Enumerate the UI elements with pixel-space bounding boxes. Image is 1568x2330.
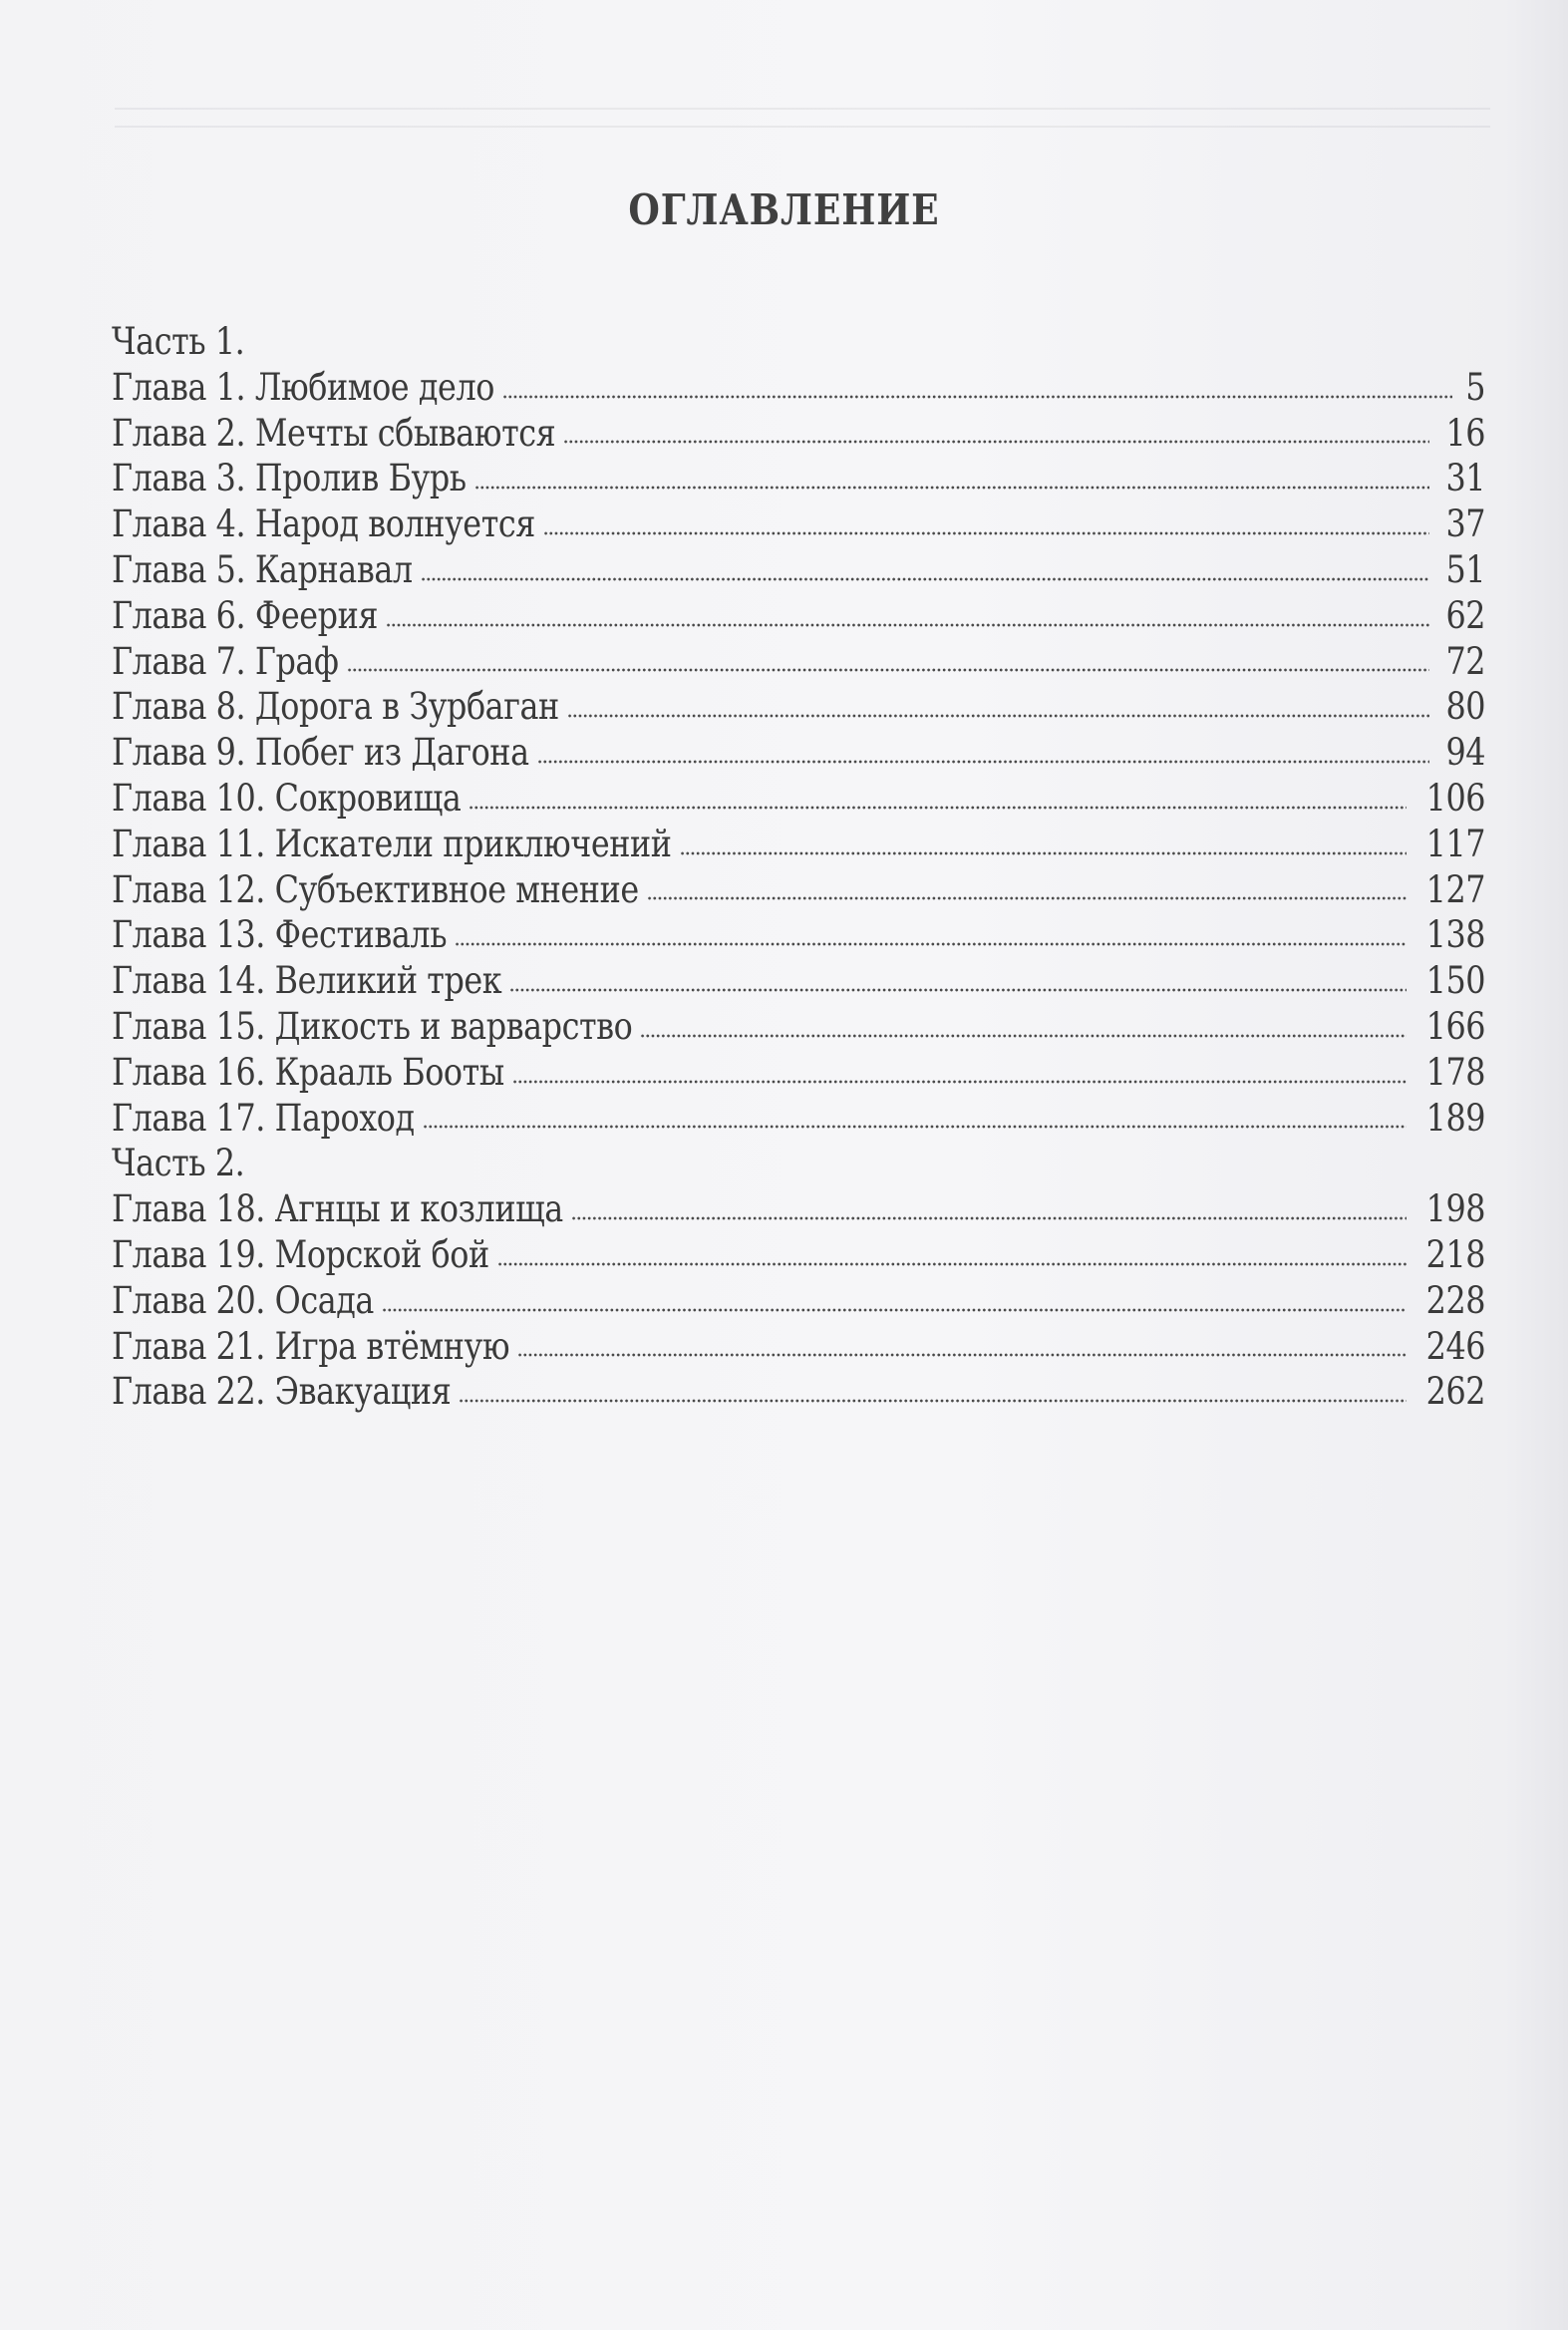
- toc-entry: [112, 1232, 1485, 1278]
- chapter-title: Глава 17. Пароход: [112, 1096, 415, 1140]
- dot-leader: [347, 666, 1429, 674]
- dot-leader: [571, 1214, 1407, 1222]
- page-number: 166: [1425, 1004, 1485, 1048]
- page-number: 72: [1445, 639, 1485, 683]
- page-number: 80: [1445, 685, 1485, 729]
- page-number: 198: [1425, 1187, 1485, 1231]
- toc-entry: [112, 958, 1485, 1004]
- chapter-title: Глава 4. Народ волнуется: [112, 502, 535, 546]
- chapter-title: Глава 7. Граф: [112, 639, 339, 683]
- toc-entry: [112, 822, 1485, 867]
- dot-leader: [563, 438, 1429, 446]
- dot-leader: [647, 894, 1407, 902]
- dot-leader: [517, 1351, 1407, 1359]
- toc-entry: [112, 547, 1485, 593]
- toc-part-heading: [112, 319, 1485, 365]
- dot-leader: [382, 1306, 1407, 1314]
- toc-entry: [112, 456, 1485, 501]
- page-number: 218: [1425, 1232, 1485, 1276]
- part-label: Часть 2.: [112, 1142, 245, 1185]
- dot-leader: [474, 484, 1429, 492]
- chapter-title: Глава 19. Морской бой: [112, 1232, 489, 1276]
- dot-leader: [386, 621, 1429, 629]
- chapter-title: Глава 9. Побег из Дагона: [112, 731, 529, 775]
- page-number: 117: [1425, 822, 1485, 865]
- dot-leader: [512, 1078, 1407, 1086]
- chapter-title: Глава 8. Дорога в Зурбаган: [112, 685, 559, 729]
- dot-leader: [567, 712, 1429, 720]
- page-number: 16: [1445, 411, 1485, 455]
- toc-entry: [112, 776, 1485, 822]
- toc-entry: [112, 593, 1485, 639]
- chapter-title: Глава 15. Дикость и варварство: [112, 1004, 633, 1048]
- toc-entry: [112, 1278, 1485, 1324]
- dot-leader: [423, 1123, 1407, 1131]
- dot-leader: [543, 529, 1429, 537]
- dot-leader: [497, 1260, 1407, 1268]
- page-number: 51: [1445, 547, 1485, 591]
- dot-leader: [502, 393, 1452, 401]
- toc-entry: [112, 867, 1485, 913]
- page-number: 228: [1425, 1278, 1485, 1322]
- page-number: 94: [1445, 731, 1485, 775]
- chapter-title: Глава 14. Великий трек: [112, 959, 502, 1003]
- page-number: 127: [1425, 867, 1485, 911]
- chapter-title: Глава 13. Фестиваль: [112, 913, 448, 957]
- chapter-title: Глава 22. Эвакуация: [112, 1370, 452, 1414]
- page-title: ОГЛАВЛЕНИЕ: [628, 185, 940, 235]
- toc-entry: [112, 1324, 1485, 1370]
- chapter-title: Глава 10. Сокровища: [112, 776, 462, 820]
- page-number: 262: [1425, 1370, 1485, 1414]
- toc-entry: [112, 1004, 1485, 1050]
- chapter-title: Глава 5. Карнавал: [112, 547, 413, 591]
- chapter-title: Глава 11. Искатели приключений: [112, 822, 672, 865]
- page-number: 189: [1425, 1096, 1485, 1140]
- toc-entry: [112, 411, 1485, 457]
- table-of-contents: [112, 319, 1485, 1415]
- toc-entry: [112, 1186, 1485, 1232]
- dot-leader: [469, 804, 1406, 812]
- chapter-title: Глава 21. Игра втёмную: [112, 1324, 510, 1368]
- chapter-title: Глава 1. Любимое дело: [112, 365, 494, 409]
- part-label: Часть 1.: [112, 320, 245, 363]
- chapter-title: Глава 3. Пролив Бурь: [112, 457, 467, 500]
- chapter-title: Глава 18. Агнцы и козлища: [112, 1187, 563, 1231]
- toc-part-heading: [112, 1141, 1485, 1186]
- page-number: 62: [1445, 593, 1485, 637]
- page-number: 150: [1425, 959, 1485, 1003]
- toc-entry: [112, 1096, 1485, 1142]
- page-number: 178: [1425, 1050, 1485, 1094]
- toc-entry: [112, 639, 1485, 685]
- chapter-title: Глава 20. Осада: [112, 1278, 374, 1322]
- page-number: 31: [1445, 457, 1485, 500]
- toc-entry: [112, 1369, 1485, 1415]
- dot-leader: [640, 1032, 1406, 1040]
- page-number: 138: [1425, 913, 1485, 957]
- dot-leader: [455, 940, 1407, 948]
- page-number: 37: [1445, 502, 1485, 546]
- toc-entry: [112, 501, 1485, 547]
- header-rule-bleedthrough: [115, 108, 1490, 110]
- dot-leader: [421, 575, 1429, 583]
- dot-leader: [459, 1397, 1407, 1405]
- page-number: 106: [1425, 776, 1485, 820]
- toc-entry: [112, 912, 1485, 958]
- dot-leader: [537, 758, 1429, 766]
- chapter-title: Глава 6. Феерия: [112, 593, 379, 637]
- toc-entry: [112, 1050, 1485, 1096]
- toc-entry: [112, 730, 1485, 776]
- chapter-title: Глава 12. Субъективное мнение: [112, 867, 639, 911]
- dot-leader: [680, 849, 1407, 857]
- toc-entry: [112, 365, 1485, 411]
- toc-entry: [112, 684, 1485, 730]
- page-number: 246: [1425, 1324, 1485, 1368]
- chapter-title: Глава 2. Мечты сбываются: [112, 411, 556, 455]
- chapter-title: Глава 16. Крааль Бооты: [112, 1050, 504, 1094]
- page-number: 5: [1465, 365, 1485, 409]
- header-rule-bleedthrough: [115, 126, 1490, 128]
- dot-leader: [509, 986, 1407, 994]
